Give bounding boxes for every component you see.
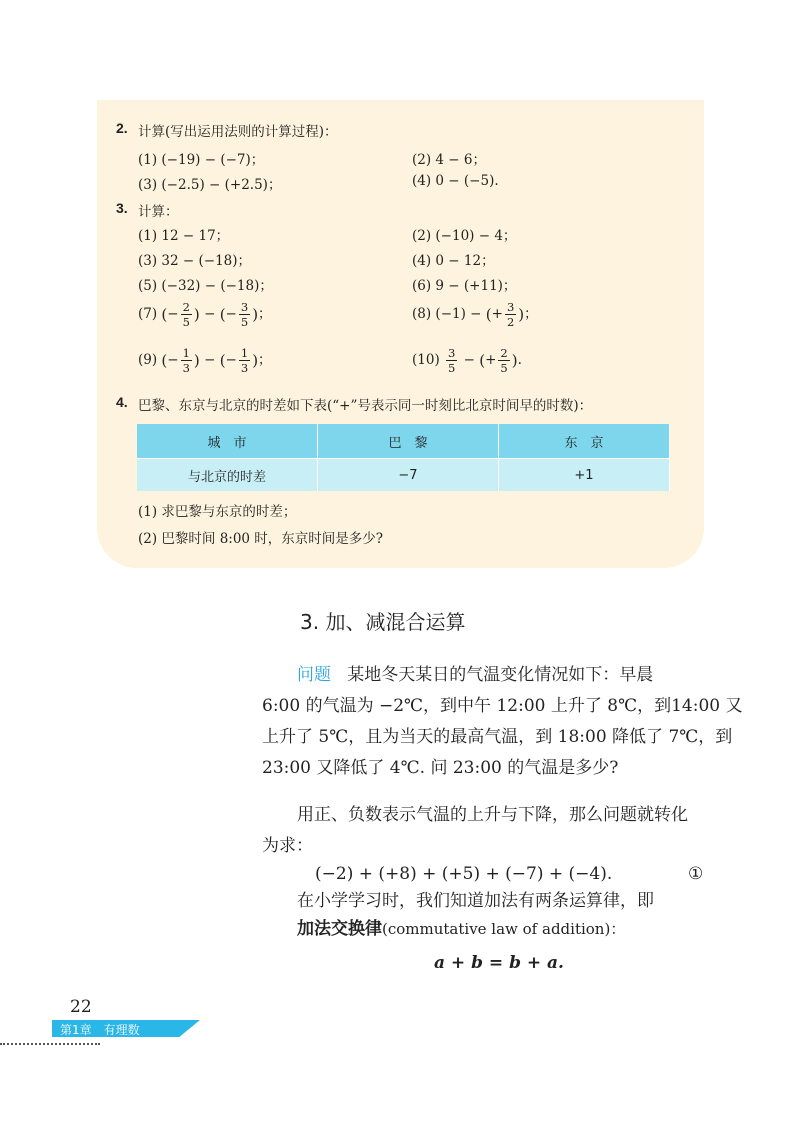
q3-item-1: (1) 12 − 17； [138,228,230,244]
paragraph-line-2: 为求： [262,836,313,856]
q3-item-6: (6) 9 − (+11)； [412,278,517,294]
q3-number: 3. [116,200,128,216]
table-cell: 与北京的时差 [137,459,318,492]
q3-item-5: (5) (−32) − (−18)； [138,278,273,294]
q2-item-1: (1) (−19) − (−7)； [138,152,265,168]
q3-item-10: (10) $\frac{3}{5}$ − (+ $\frac{2}{5}$ ). [412,346,522,375]
law-line [297,914,625,945]
table-header-row [137,424,670,459]
q3-item-8: (8) (−1) − (+ $\frac{3}{2}$ )； [412,300,538,329]
q2-number: 2. [116,120,128,136]
q4-prompt: 巴黎、东京与北京的时差如下表(“+”号表示同一时刻比北京时间早的时数)： [138,398,593,414]
q2-item-2: (2) 4 − 6； [412,152,486,168]
q3-item-9: (9) (− $\frac{1}{3}$ ) − (− $\frac{1}{3}$ )； [138,346,272,375]
q3-item-4: (4) 0 − 12； [412,253,495,269]
q4-number: 4. [116,394,128,410]
q3-item-2: (2) (−10) − 4； [412,228,517,244]
q3-item-7: (7) (− $\frac{2}{5}$ ) − (− $\frac{3}{5}$ )； [138,300,272,329]
table-header: 巴 黎 [318,424,499,459]
expression-mark: ① [688,864,704,884]
problem-line-1: 问题 某地冬天某日的气温变化情况如下：早晨 [297,665,654,685]
table-header: 城 市 [137,424,318,459]
chapter-label: 第1章 有理数 [60,1023,140,1037]
law-english: (commutative law of addition)： [382,920,626,938]
formula: a + b = b + a. [434,953,564,973]
law-name: 加法交换律 [297,919,382,939]
table-cell: −7 [318,459,499,492]
q3-item-3: (3) 32 − (−18)； [138,253,252,269]
section-title: 3. 加、减混合运算 [300,610,466,634]
problem-line-2: 6:00 的气温为 −2℃，到中午 12:00 上升了 8℃，到14:00 又 [262,696,743,716]
problem-label: 问题 [297,665,331,685]
page-number: 22 [70,997,92,1017]
q4-sub-2: (2) 巴黎时间 8:00 时，东京时间是多少? [138,531,384,547]
dotted-divider [0,1043,100,1045]
table-header: 东 京 [499,424,670,459]
q2-prompt: 计算(写出运用法则的计算过程)： [138,124,338,140]
problem-line-4: 23:00 又降低了 4℃. 问 23:00 的气温是多少? [262,758,619,778]
expression: (−2) + (+8) + (+5) + (−7) + (−4). [315,864,613,884]
q3-prompt: 计算： [138,204,179,220]
law-intro: 在小学学习时，我们知道加法有两条运算律，即 [297,891,654,911]
q2-item-3: (3) (−2.5) − (+2.5)； [138,177,282,193]
table-row [137,459,670,492]
timezone-table [137,424,670,491]
q2-item-4: (4) 0 − (−5). [412,173,499,189]
problem-line-3: 上升了 5℃，且为当天的最高气温，到 18:00 降低了 7℃，到 [262,727,733,747]
q4-sub-1: (1) 求巴黎与东京的时差； [138,504,297,520]
paragraph-line-1: 用正、负数表示气温的上升与下降，那么问题就转化 [297,805,688,825]
table-cell: +1 [499,459,670,492]
exercise-box [97,100,704,568]
